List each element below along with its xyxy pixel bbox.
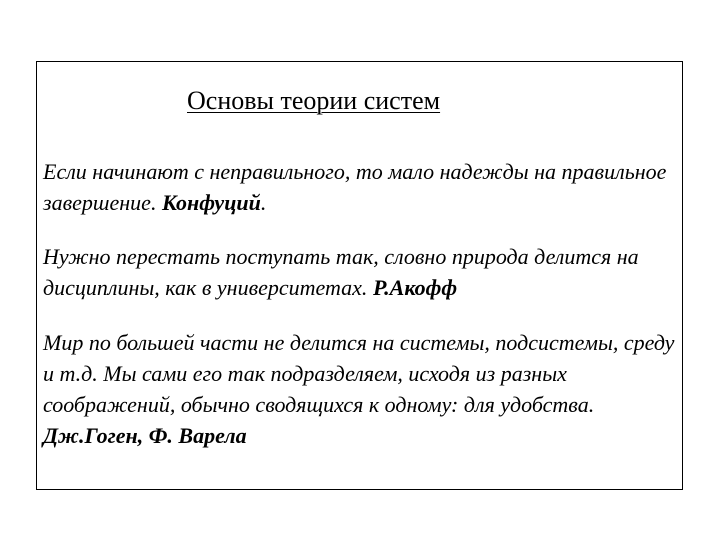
quote-author: Дж.Гоген, Ф. Варела [43, 423, 247, 448]
quote-text: Нужно перестать поступать так, словно природа делится на дисциплины, как в университетах. [43, 244, 639, 300]
quote-confucius [43, 156, 678, 218]
slide-title: Основы теории систем [187, 86, 441, 115]
quote-author: Р.Акофф [372, 275, 458, 300]
quote-text: Если начинают с неправильного, то мало надежды на правильное завершение. [43, 159, 667, 215]
quote-text: Мир по большей части не делится на системы, подсистемы, среду и т.д. Мы сами его так подразделяем, исходя из разных соображений, обычно сводящихся к одному: для удобства. [43, 330, 675, 417]
quote-goguen-varela [43, 327, 678, 451]
quote-trail: . [260, 190, 267, 215]
quote-author: Конфуций [161, 190, 261, 215]
slide-frame [36, 61, 683, 490]
quote-ackoff [43, 241, 678, 303]
